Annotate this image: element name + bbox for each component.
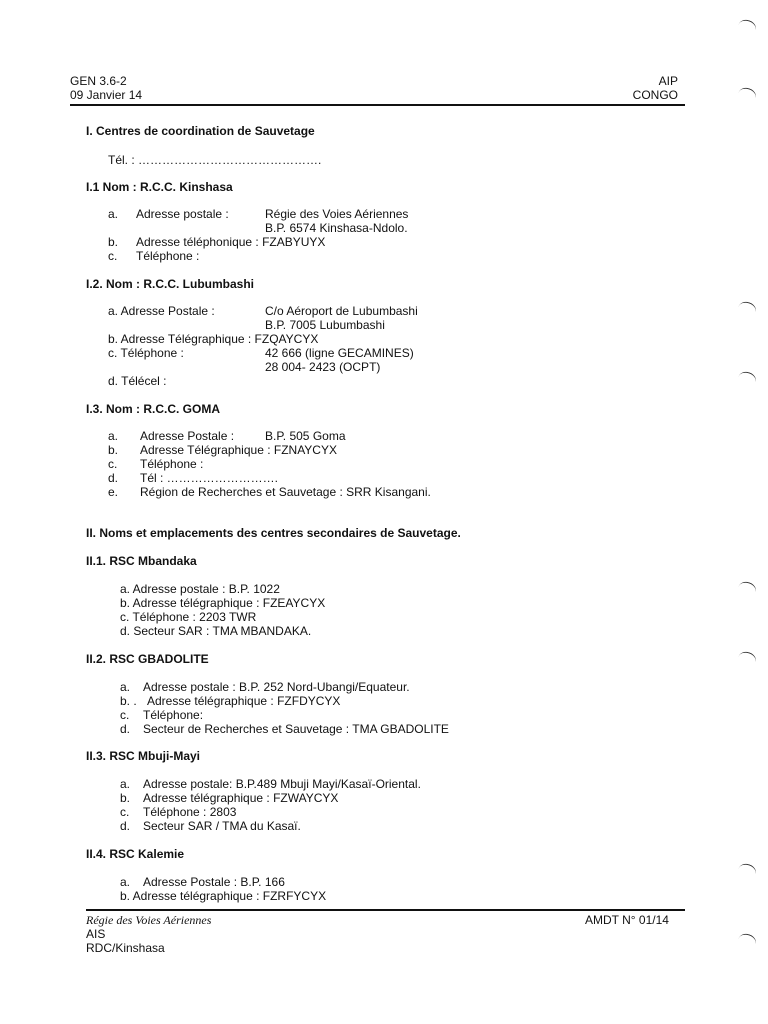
goma-c-label: c. xyxy=(108,457,118,471)
footer-amendment: AMDT N° 01/14 xyxy=(585,913,669,927)
binding-mark-3 xyxy=(736,300,758,320)
kalemie-b-text: b. Adresse télégraphique : FZRFYCYX xyxy=(120,889,327,903)
lubumbashi-a-value2: B.P. 7005 Lubumbashi xyxy=(265,318,385,332)
header-doc-ref: GEN 3.6-2 xyxy=(70,74,127,88)
goma-b-label: b. xyxy=(108,443,119,457)
gbadolite-a-label: a. xyxy=(120,680,131,694)
binding-mark-1 xyxy=(736,18,758,38)
mbandaka-c: c. Téléphone : 2203 TWR xyxy=(120,610,257,624)
footer-location: RDC/Kinshasa xyxy=(86,941,165,955)
kinshasa-c-text: Téléphone : xyxy=(136,249,200,263)
kinshasa-a-text: Adresse postale : xyxy=(136,207,229,221)
mbujimayi-b-text: Adresse télégraphique : FZWAYCYX xyxy=(143,791,339,805)
mbujimayi-d-label: d. xyxy=(120,819,131,833)
goma-e-text: Région de Recherches et Sauvetage : SRR Kisangani. xyxy=(140,485,431,499)
gbadolite-title: II.2. RSC GBADOLITE xyxy=(86,652,209,666)
mbujimayi-a-text: Adresse postale: B.P.489 Mbuji Mayi/Kasaï-Oriental. xyxy=(143,777,421,791)
binding-mark-8 xyxy=(736,932,758,952)
gbadolite-b-text: Adresse télégraphique : FZFDYCYX xyxy=(147,694,341,708)
section-1-tel: Tél. : ………………………………………. xyxy=(108,153,322,167)
mbujimayi-title: II.3. RSC Mbuji-Mayi xyxy=(86,749,201,763)
kinshasa-a-value2: B.P. 6574 Kinshasa-Ndolo. xyxy=(265,221,408,235)
gbadolite-b-label: b. . xyxy=(120,694,137,708)
binding-mark-6 xyxy=(736,650,758,670)
mbandaka-b: b. Adresse télégraphique : FZEAYCYX xyxy=(120,596,326,610)
header-rule xyxy=(70,104,685,106)
kinshasa-b-label: b. xyxy=(108,235,119,249)
mbujimayi-b-label: b. xyxy=(120,791,131,805)
lubumbashi-b-text: b. Adresse Télégraphique : FZQAYCYX xyxy=(108,332,319,346)
kinshasa-title: I.1 Nom : R.C.C. Kinshasa xyxy=(86,180,233,194)
header-aip: AIP xyxy=(658,74,678,88)
goma-b-text: Adresse Télégraphique : FZNAYCYX xyxy=(140,443,337,457)
goma-e-label: e. xyxy=(108,485,119,499)
kalemie-title: II.4. RSC Kalemie xyxy=(86,847,185,861)
mbujimayi-c-label: c. xyxy=(120,805,130,819)
goma-c-text: Téléphone : xyxy=(140,457,204,471)
lubumbashi-title: I.2. Nom : R.C.C. Lubumbashi xyxy=(86,277,255,291)
goma-d-text: Tél : ………………………. xyxy=(140,471,279,485)
kinshasa-b-text: Adresse téléphonique : FZABYUYX xyxy=(136,235,326,249)
section-2-title: II. Noms et emplacements des centres secondaires de Sauvetage. xyxy=(86,526,461,540)
gbadolite-c-label: c. xyxy=(120,708,130,722)
kalemie-a-label: a. xyxy=(120,875,131,889)
mbujimayi-d-text: Secteur SAR / TMA du Kasaï. xyxy=(143,819,301,833)
gbadolite-d-text: Secteur de Recherches et Sauvetage : TMA GBADOLITE xyxy=(143,722,449,736)
binding-mark-2 xyxy=(736,86,758,106)
header-country: CONGO xyxy=(632,88,678,102)
mbujimayi-a-label: a. xyxy=(120,777,131,791)
kinshasa-a-value1: Régie des Voies Aériennes xyxy=(265,207,409,221)
footer-organisation: Régie des Voies Aériennes xyxy=(86,913,212,927)
goma-title: I.3. Nom : R.C.C. GOMA xyxy=(86,402,221,416)
gbadolite-c-text: Téléphone: xyxy=(143,708,204,722)
binding-mark-7 xyxy=(736,862,758,882)
binding-mark-5 xyxy=(736,580,758,600)
goma-a-text: Adresse Postale : xyxy=(140,429,235,443)
binding-mark-4 xyxy=(736,370,758,390)
lubumbashi-a-text: a. Adresse Postale : xyxy=(108,304,215,318)
lubumbashi-c-value1: 42 666 (ligne GECAMINES) xyxy=(265,346,414,360)
header-date: 09 Janvier 14 xyxy=(70,88,143,102)
mbandaka-a: a. Adresse postale : B.P. 1022 xyxy=(120,582,280,596)
footer-ais: AIS xyxy=(86,927,106,941)
goma-a-label: a. xyxy=(108,429,119,443)
gbadolite-a-text: Adresse postale : B.P. 252 Nord-Ubangi/Equateur. xyxy=(143,680,410,694)
lubumbashi-a-value1: C/o Aéroport de Lubumbashi xyxy=(265,304,418,318)
lubumbashi-c-value2: 28 004- 2423 (OCPT) xyxy=(265,360,381,374)
goma-d-label: d. xyxy=(108,471,119,485)
gbadolite-d-label: d. xyxy=(120,722,131,736)
mbandaka-d: d. Secteur SAR : TMA MBANDAKA. xyxy=(120,624,312,638)
section-1-title: I. Centres de coordination de Sauvetage xyxy=(86,124,315,138)
lubumbashi-d-text: d. Télécel : xyxy=(108,374,167,388)
kalemie-a-text: Adresse Postale : B.P. 166 xyxy=(143,875,285,889)
footer-rule xyxy=(86,909,685,911)
kinshasa-a-label: a. xyxy=(108,207,119,221)
lubumbashi-c-text: c. Téléphone : xyxy=(108,346,184,360)
kinshasa-c-label: c. xyxy=(108,249,118,263)
mbujimayi-c-text: Téléphone : 2803 xyxy=(143,805,237,819)
goma-a-value: B.P. 505 Goma xyxy=(265,429,346,443)
mbandaka-title: II.1. RSC Mbandaka xyxy=(86,554,197,568)
